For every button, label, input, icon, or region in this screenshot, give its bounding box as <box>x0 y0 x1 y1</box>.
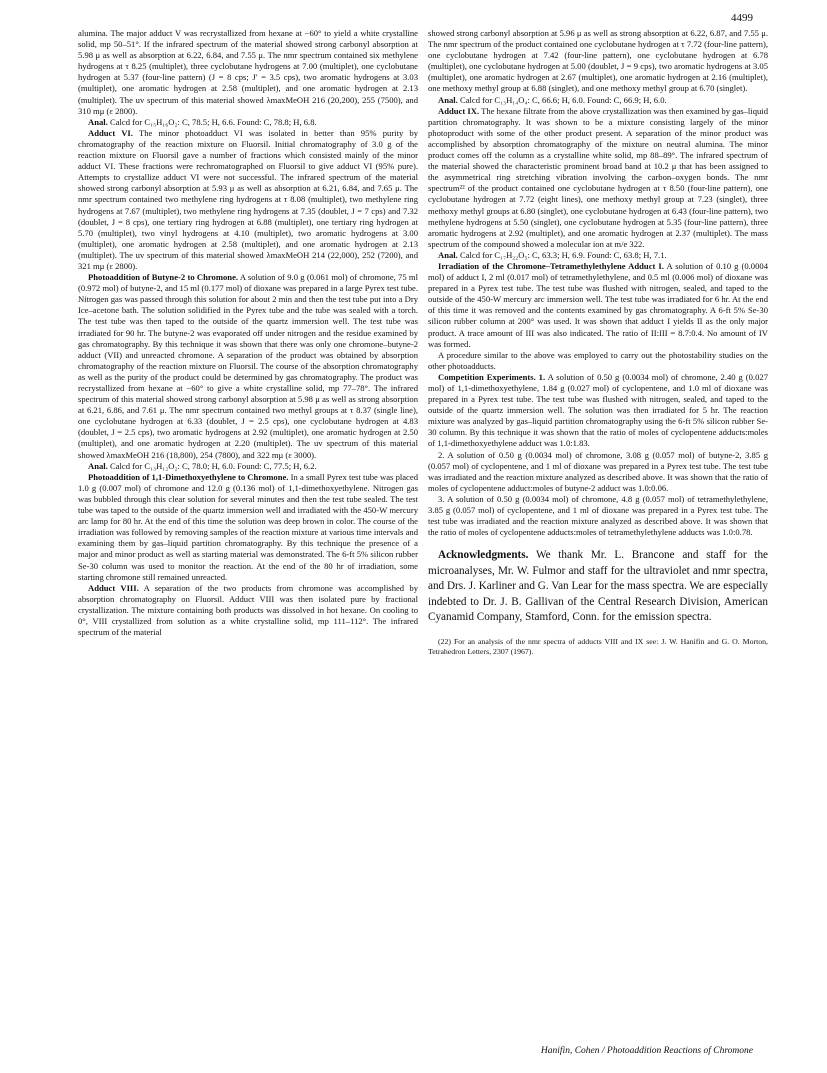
paragraph-text: A solution of 9.0 g (0.061 mol) of chromone, 75 ml (0.972 mol) of butyne-2, and 15 ml (0.177 mol) of dioxane was prepared in a large Pyrex test tube. Nitrogen gas was passed through this solution for about 2 min and then the test tube put into a Dry Ice–acetone bath. The solution solidified in the Pyrex tube and the tube was sealed with a torch. The test tube was then taped to the outside of the quartz immersion well. The test tube was irradiated for 90 hr. The butyne-2 was evaporated off under nitrogen and the residue examined by gas chromatography. By this technique it was shown that there was only one chromone–butyne-2 adduct (VII) and unreacted chromone. A separation of the product was obtained by absorption chromatography of the reaction mixture on Fluorsil. The course of the absorption chromatography as well as the purity of the product could be determined by gas chromatography. The product was recrystallized from hexane at −60° to give a white crystalline solid, mp 77–78°. The infrared spectrum of this material showed strong carbonyl absorption at 5.98 μ as well as strong absorption at 6.21, 6.86, and 7.61 μ. The nmr spectrum contained two methyl groups at τ 8.37 (single line), one cyclobutane hydrogen at 6.33 (doublet, J = 2.5 cps), one cyclobutane hydrogen at 4.83 (doublet, J = 2.5 cps), two aromatic hydrogens at 2.92 (multiplet), one aromatic hydrogen at 2.50 (multiplet), and one aromatic hydrogen at 2.20 (multiplet). The uv spectrum of this material showed λmaxMeOH 216 (18,800), 254 (7800), and 322 mμ (ε 3000). <box>78 272 419 460</box>
run-in-heading: Competition Experiments. 1. <box>438 371 546 382</box>
running-footer: Hanifin, Cohen / Photoaddition Reactions of Chromone <box>540 1046 753 1056</box>
paragraph <box>428 450 768 494</box>
run-in-heading: Adduct VIII. <box>88 582 139 593</box>
page-number: 4499 <box>731 12 753 24</box>
run-in-heading: Adduct VI. <box>88 127 133 138</box>
paragraph <box>78 128 418 272</box>
footnote <box>428 637 768 657</box>
acknowledgments <box>428 548 768 625</box>
paragraph <box>78 272 418 461</box>
paragraph-text: In a small Pyrex test tube was placed 1.0 g (0.007 mol) of chromone and 12.0 g (0.136 mol) of 1,1-dimethoxyethylene. Nitrogen gas was bubbled through this clear solution for several minutes and then the test tube sealed. The test tube was taped to the outside of the quartz immersion well and irradiated with the 450-W mercury arc lamp for 80 hr. At the end of this time the solution was deep brown in color. The course of the irradiation was followed by removing samples of the reaction mixture at various time intervals and examining them by gas–liquid partition chromatography. By this technique the presence of a major and minor product as well as starting material was demonstrated. The 6-ft 5% silicon rubber Se-30 column was used to monitor the reaction. At the end of the 80 hr of irradiation, some starting chromone still remained unreacted. <box>78 471 418 582</box>
paragraph <box>428 372 768 450</box>
right-column-body <box>428 28 768 538</box>
paragraph-text: Calcd for C₁₇H₂₂O₅: C, 63.3; H, 6.9. Found: C, 63.8; H, 7.1. <box>457 249 667 260</box>
run-in-heading: Photoaddition of Butyne-2 to Chromone. <box>88 272 239 283</box>
acknowledgments-text: We thank Mr. L. Brancone and staff for the microanalyses, Mr. W. Fulmor and staff for the ultraviolet and nmr spectra, and Drs. J. Karliner and G. Van Lear for the mass spectra. We are especially indebted to Dr. J. B. Gallivan of the Central Research Division, American Cyanamid Company, Stamford, Conn. for the emission spectra. <box>428 549 768 623</box>
paragraph-text: A procedure similar to the above was employed to carry out the photostability studies on the other photoadducts. <box>428 349 768 371</box>
paragraph <box>428 95 768 106</box>
paragraph <box>78 472 418 583</box>
acknowledgments-heading: Acknowledgments. <box>438 549 529 562</box>
footnote-marker: (22) <box>438 637 451 647</box>
paragraph-text: The hexane filtrate from the above crystallization was then examined by gas–liquid partition chromatography. It was shown to be a mixture consisting largely of the minor photoproduct with some of the other product present. A separation of the minor product was accomplished by absorption chromatography of the mixture on neutral alumina. The minor product comes off the column as a crystalline white solid, mp 88–89°. The infrared spectrum of the material showed the characteristic prominent broad band at 10.2 μ that has been assigned to the asymmetrical ring stretching vibration involving the carbon–oxygen bonds. The nmr spectrum²² of the product contained one cyclobutane hydrogen at τ 8.50 (four-line pattern), one cyclobutane hydrogen at 7.72 (eight lines), one methoxy methyl group at 7.23 (singlet), three methoxy methyl groups at 6.80 (singlet), one cyclobutane hydrogen at 6.43 (four-line pattern), two methylene hydrogens at 5.50 (singlet), one cyclobutane hydrogen at 5.35 (four-line pattern), three aromatic hydrogens at 2.92 (multiplet), and one aromatic hydrogen at 2.37 (multiplet). The mass spectrum of the compound showed a molecular ion at m/e 322. <box>428 105 768 249</box>
paragraph <box>78 583 418 638</box>
left-column <box>78 28 418 638</box>
paragraph <box>428 350 768 372</box>
paragraph-text: The minor photoadduct VI was isolated in better than 95% purity by chromatography of the reaction mixture on Fluorsil. Initial chromatography of 3.0 g of the reaction mixture on Fluorsil gave a number of fractions which consisted mainly of the minor adduct VI. These fractions were rechromatographed on Fluorsil to give adduct VI (95% pure). Attempts to crystallize adduct VI were not successful. The infrared spectrum of the material showed strong carbonyl absorption at 5.93 μ as well as absorption at 6.21, 6.84, and 7.65 μ. The nmr spectrum contained two methylene ring hydrogens at τ 8.08 (multiplet), two methylene ring hydrogens at 7.67 (multiplet), two methylene ring hydrogens at 7.35 (doublet, J = 7 cps) and 7.32 (doublet, J = 8 cps), one tertiary ring hydrogen at 6.88 (multiplet), one tertiary ring hydrogen at 5.70 (multiplet), two vinyl hydrogens at 4.10 (multiplet), two aromatic hydrogens at 3.00 (multiplet), one aromatic hydrogen at 2.58 (multiplet), and one aromatic hydrogen at 2.13 (multiplet). The uv spectrum of this material showed λmaxMeOH 214 (22,000), 252 (7200), and 321 mμ (ε 2800). <box>78 127 419 271</box>
run-in-heading: Anal. <box>438 94 458 105</box>
paragraph-text: A solution of 0.50 g (0.0034 mol) of chromone, 2.40 g (0.027 mol) of 1,1-dimethoxyethylene, 1.84 g (0.027 mol) of cyclopentene, and 1.0 ml of dioxane was prepared in a Pyrex test tube. The test tube was flushed with nitrogen, sealed, and taped to the outside of the quartz immersion well. The solution was then irradiated for 5 hr. The reaction mixture was analyzed by gas–liquid partition chromatography using the 6-ft 5% silicon rubber Se-30 column. By this technique it was shown that the ratio of moles of cyclopentene adducts:moles of 1,1-dimethoxyethylene adduct was 1.0:1.83. <box>428 371 768 449</box>
run-in-heading: Anal. <box>88 460 108 471</box>
paragraph-text: Calcd for C₁₃H₁₂O₂: C, 78.0; H, 6.0. Found: C, 77.5; H, 6.2. <box>107 460 317 471</box>
paragraph <box>428 494 768 538</box>
paragraph-text: A solution of 0.10 g (0.0004 mol) of adduct I, 2 ml (0.017 mol) of tetramethylethylene, and 0.5 ml (0.006 mol) of dioxane was prepared in a Pyrex test tube. The test tube was flushed with nitrogen, sealed, and taped to the outside of the 450-W mercury arc immersion well. The test tube was irradiated for 6 hr. At the end of this time it was removed and the contents examined by gas chromatography. A 6-ft 5% Se-30 silicon rubber column at 200° was used. It was shown that adduct I yields II as the only major product. A trace amount of III was also indicated. The ratio of II:III = 8.7:0.4. No amount of IV was formed. <box>428 260 768 349</box>
run-in-heading: Irradiation of the Chromone–Tetramethylethylene Adduct I. <box>438 260 664 271</box>
paragraph <box>428 250 768 261</box>
run-in-heading: Photoaddition of 1,1-Dimethoxyethylene to Chromone. <box>88 471 289 482</box>
run-in-heading: Anal. <box>438 249 458 260</box>
paragraph <box>428 28 768 95</box>
paragraph <box>78 117 418 128</box>
paragraph-text: 2. A solution of 0.50 g (0.0034 mol) of chromone, 3.08 g (0.057 mol) of butyne-2, 3.85 g (0.057 mol) of cyclopentene, and 1 ml of dioxane was prepared in a Pyrex test tube. The test tube was irradiated and the reaction mixture analyzed as described above. It was shown that the ratio of moles of cyclopentene adduct:moles of butyne-2 adduct was 1.0:0.06. <box>428 449 768 493</box>
paragraph <box>78 461 418 472</box>
run-in-heading: Adduct IX. <box>438 105 480 116</box>
paragraph <box>428 261 768 350</box>
run-in-heading: Anal. <box>88 116 108 127</box>
paragraph-text: A separation of the two products from chromone was accomplished by absorption chromatography on Fluorsil. Adduct VIII was then isolated pure by fractional crystallization. The mixture containing both products was dissolved in hot hexane. On cooling to 0°, VIII crystallized from solution as a white crystalline solid, mp 111–112°. The infrared spectrum of the material <box>78 582 418 638</box>
paragraph-text: showed strong carbonyl absorption at 5.96 μ as well as strong absorption at 6.22, 6.87, and 7.55 μ. The nmr spectrum of the product contained one cyclobutane hydrogen at τ 7.72 (four-line pattern), one cyclobutane hydrogen at 7.42 (four-line pattern), one cyclobutane hydrogen at 6.78 (multiplet), one cyclobutane hydrogen at 5.00 (doublet, J = 9 cps), two aromatic hydrogens at 3.05 (multiplet), one aromatic hydrogen at 2.67 (multiplet), one aromatic hydrogen at 2.16 (multiplet), one methoxy methyl group at 6.88 (singlet), and one methoxy methyl group at 6.70 (singlet). <box>428 28 768 94</box>
right-column <box>428 28 768 657</box>
paragraph-text: alumina. The major adduct V was recrystallized from hexane at −60° to yield a white crystalline solid, mp 50–51°. If the infrared spectrum of the material showed strong carbonyl absorption at 5.98 μ as well as absorption at 6.22, 6.84, and 7.55 μ. The nmr spectrum contained six methylene hydrogens at τ 8.25 (multiplet), three cyclobutane hydrogens at 7.00 (multiplet), one cyclobutane hydrogen at 5.37 (four-line pattern) (J = 8 cps; J′ = 3.5 cps), two aromatic hydrogens at 3.03 (multiplet), one aromatic hydrogen at 2.58 (multiplet), and one aromatic hydrogen at 2.13 (multiplet). The uv spectrum of this material showed λmaxMeOH 216 (20,200), 255 (7500), and 310 mμ (ε 2800). <box>78 28 418 116</box>
paragraph <box>428 106 768 250</box>
paragraph-text: Calcd for C₁₃H₁₄O₄: C, 66.6; H, 6.0. Found: C, 66.9; H, 6.0. <box>457 94 667 105</box>
paragraph-text: 3. A solution of 0.50 g (0.0034 mol) of chromone, 4.8 g (0.057 mol) of tetramethylethylene, 3.85 g (0.057 mol) of cyclopentene, and 1 ml of dioxane was prepared in a Pyrex test tube. The test tube was irradiated and the reaction mixture analyzed as described above. It was shown that the ratio of moles of cyclopentene adducts:moles of tetramethylethylene adducts was 1.0:0.78. <box>428 493 768 538</box>
paragraph <box>78 28 418 117</box>
footnote-text: For an analysis of the nmr spectra of adducts VIII and IX see: J. W. Hanifin and G. O. Morton, Tetrahedron Letters, 2307 (1967). <box>428 637 768 657</box>
paragraph-text: Calcd for C₁₅H₁₆O₂: C, 78.5; H, 6.6. Found: C, 78.8; H, 6.8. <box>107 116 317 127</box>
